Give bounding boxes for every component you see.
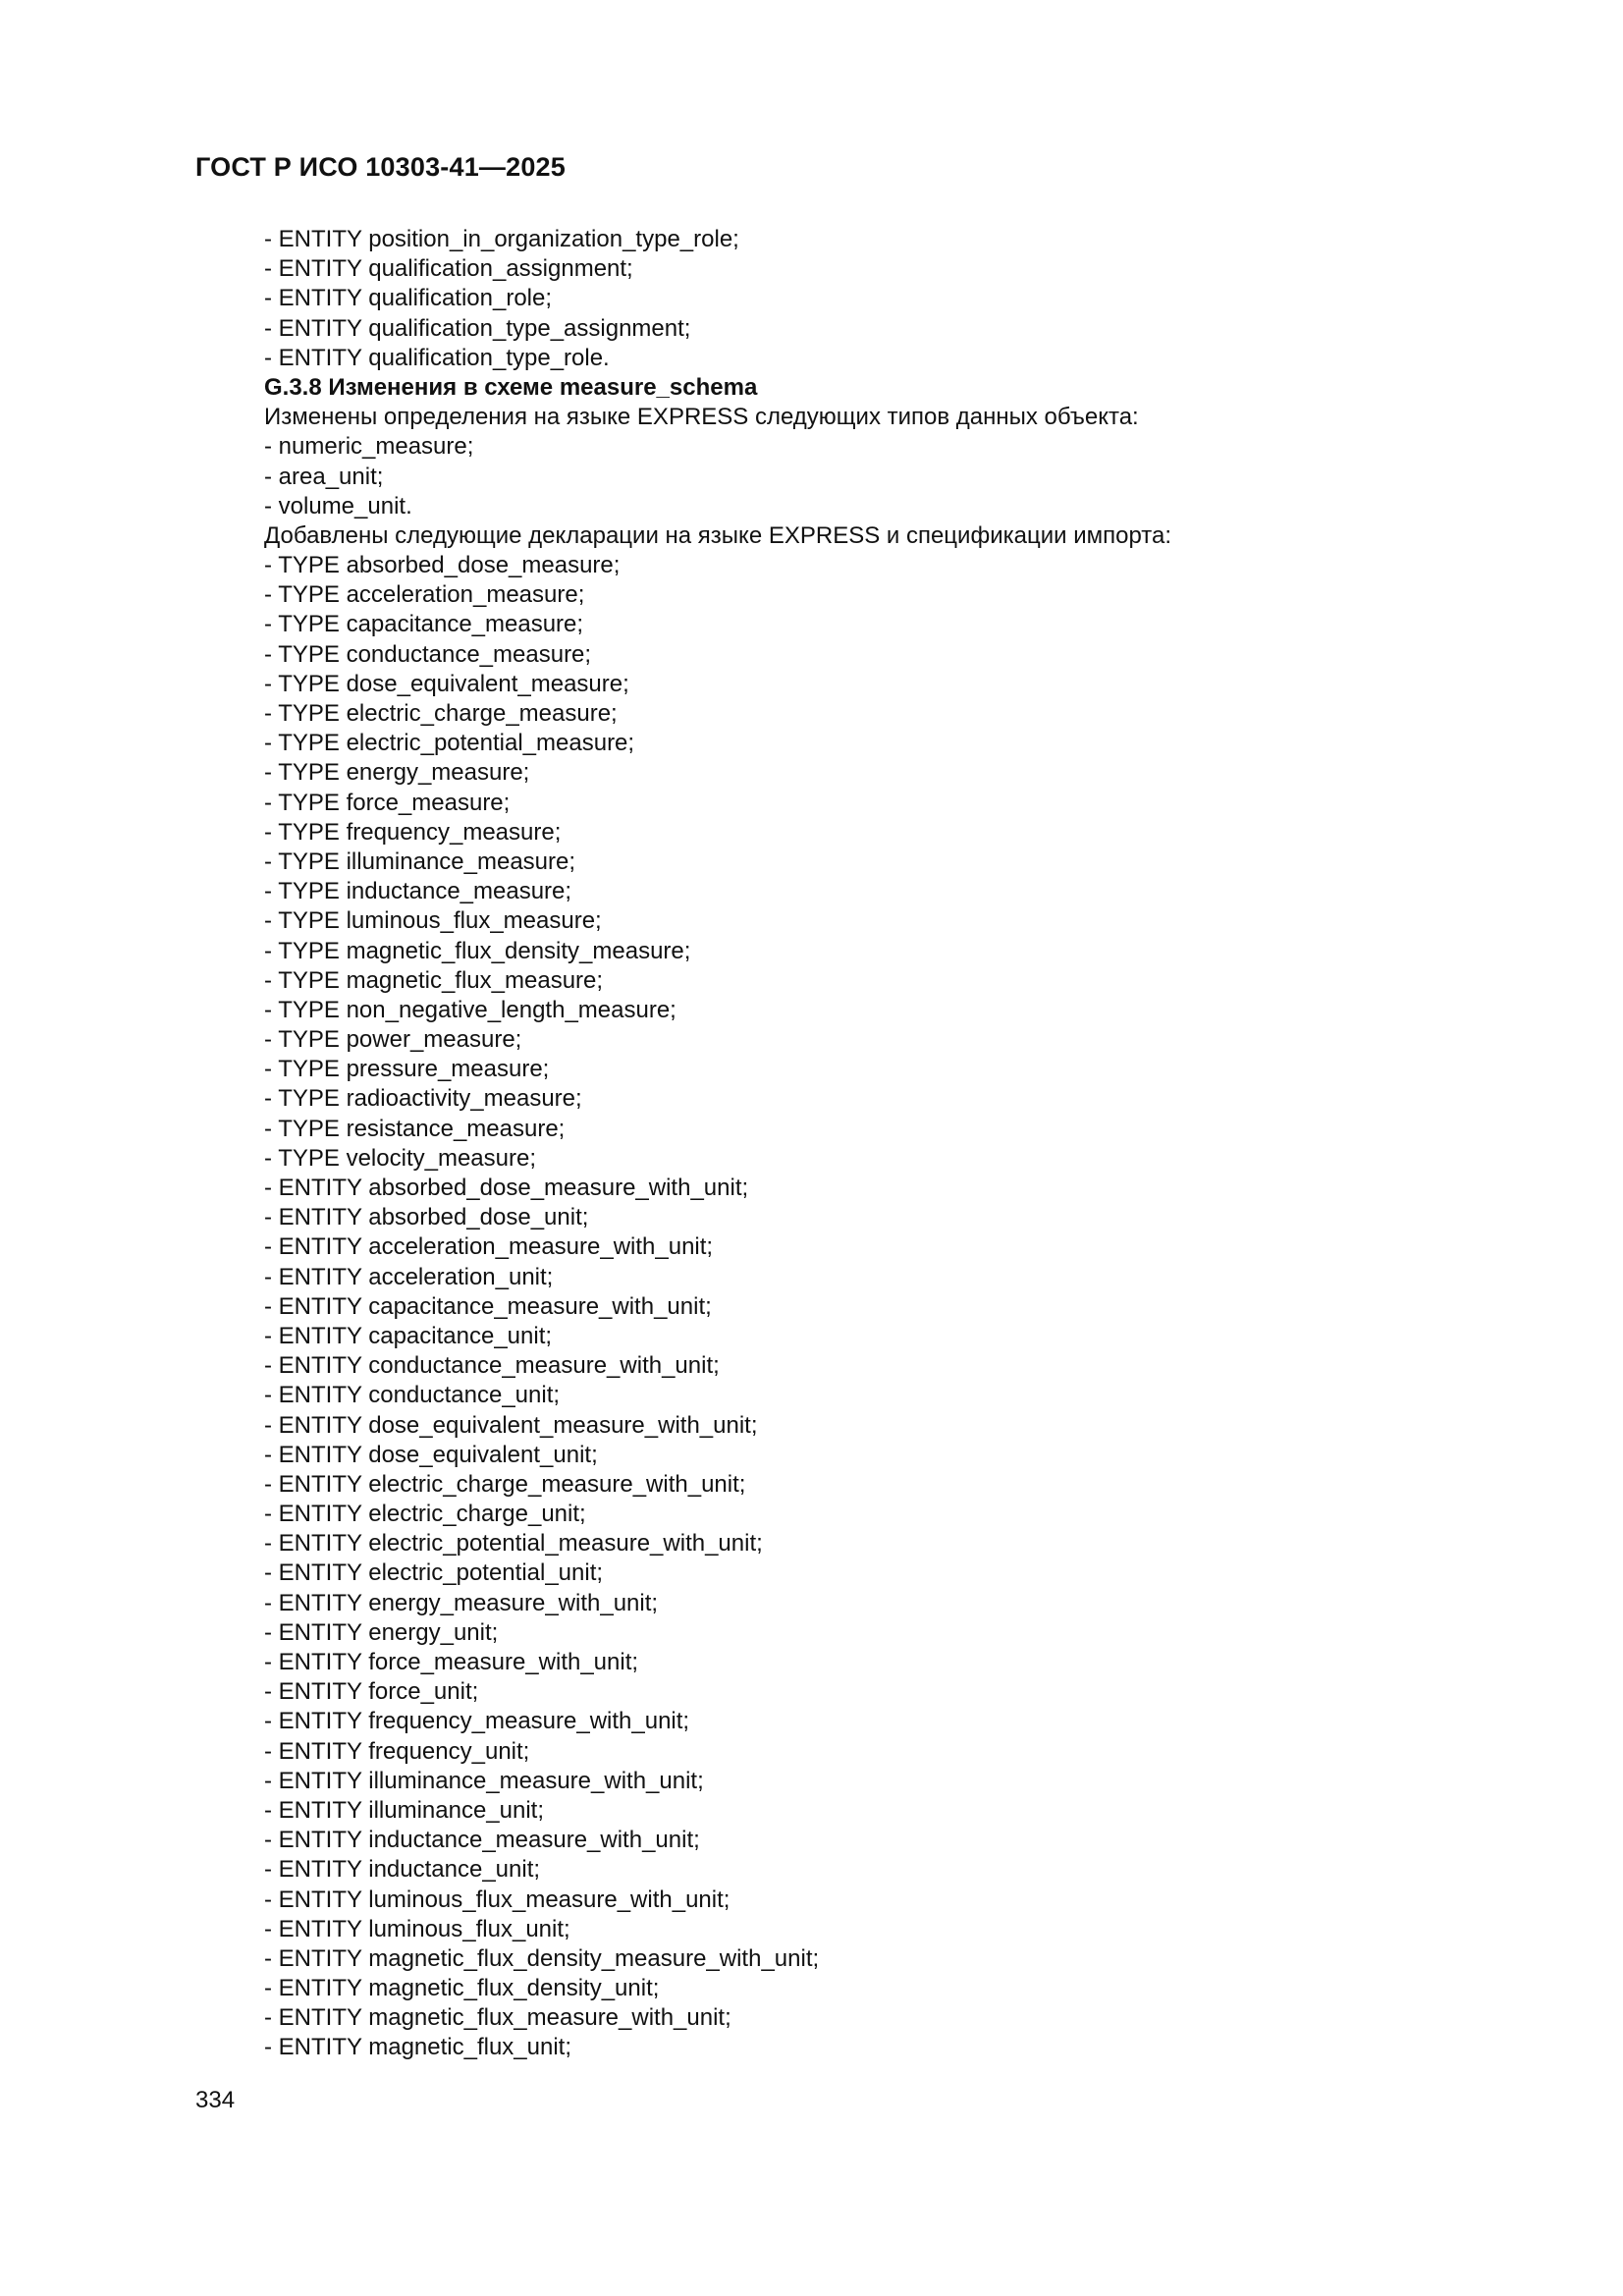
list-item: - ENTITY acceleration_measure_with_unit; <box>264 1233 714 1261</box>
list-item: - ENTITY qualification_type_role. <box>264 344 610 371</box>
list-item: - ENTITY conductance_measure_with_unit; <box>264 1352 720 1380</box>
list-item: - TYPE velocity_measure; <box>264 1144 536 1172</box>
list-item: - ENTITY magnetic_flux_density_unit; <box>264 1975 660 2002</box>
list-item: - ENTITY electric_charge_measure_with_unit; <box>264 1470 746 1498</box>
page-number: 334 <box>195 2087 236 2113</box>
list-item: - TYPE electric_charge_measure; <box>264 700 618 727</box>
list-item: - ENTITY absorbed_dose_measure_with_unit; <box>264 1175 749 1201</box>
list-item: - ENTITY frequency_unit; <box>264 1737 530 1765</box>
added-list <box>264 551 1560 2063</box>
list-item: - TYPE non_negative_length_measure; <box>264 996 676 1023</box>
added-intro-text: Добавлены следующие декларации на языке EXPRESS и спецификации импорта: <box>264 521 1172 549</box>
list-item: - ENTITY qualification_role; <box>264 285 553 312</box>
list-item: - ENTITY electric_charge_unit; <box>264 1501 586 1528</box>
list-item: - ENTITY luminous_flux_measure_with_unit; <box>264 1886 730 1913</box>
list-item: - ENTITY dose_equivalent_unit; <box>264 1441 598 1468</box>
list-item: - ENTITY acceleration_unit; <box>264 1263 554 1290</box>
list-item: - ENTITY inductance_measure_with_unit; <box>264 1827 700 1854</box>
list-item: - ENTITY illuminance_unit; <box>264 1796 544 1824</box>
list-item: - ENTITY qualification_assignment; <box>264 255 633 283</box>
list-item: - ENTITY magnetic_flux_measure_with_unit; <box>264 2004 731 2032</box>
list-item: - ENTITY magnetic_flux_density_measure_with_unit; <box>264 1944 820 1972</box>
list-item: - TYPE absorbed_dose_measure; <box>264 552 621 579</box>
list-item: - numeric_measure; <box>264 433 474 461</box>
list-item: - TYPE capacitance_measure; <box>264 611 584 638</box>
modified-intro-text: Изменены определения на языке EXPRESS следующих типов данных объекта: <box>264 404 1139 431</box>
list-item: - ENTITY energy_measure_with_unit; <box>264 1589 659 1616</box>
list-item: - TYPE pressure_measure; <box>264 1056 550 1083</box>
list-item: - TYPE dose_equivalent_measure; <box>264 670 629 697</box>
list-item: - TYPE acceleration_measure; <box>264 581 585 609</box>
modified-list <box>264 432 1560 521</box>
intro-list <box>264 225 1560 373</box>
list-item: - ENTITY capacitance_unit; <box>264 1322 553 1349</box>
list-item: - area_unit; <box>264 463 384 490</box>
list-item: - ENTITY capacitance_measure_with_unit; <box>264 1292 712 1320</box>
list-item: - TYPE illuminance_measure; <box>264 847 576 875</box>
list-item: - TYPE electric_potential_measure; <box>264 730 635 757</box>
list-item: - ENTITY position_in_organization_type_role; <box>264 226 739 252</box>
list-item: - TYPE frequency_measure; <box>264 818 562 846</box>
section-heading: G.3.8 Изменения в схеме measure_schema <box>264 373 758 401</box>
list-item: - ENTITY electric_potential_measure_with_unit; <box>264 1530 763 1558</box>
document-title: ГОСТ Р ИСО 10303-41—2025 <box>195 152 566 182</box>
list-item: - TYPE conductance_measure; <box>264 640 592 668</box>
list-item: - ENTITY force_unit; <box>264 1678 479 1706</box>
list-item: - ENTITY magnetic_flux_unit; <box>264 2034 572 2061</box>
list-item: - ENTITY electric_potential_unit; <box>264 1559 604 1587</box>
list-item: - ENTITY conductance_unit; <box>264 1382 561 1409</box>
list-item: - TYPE luminous_flux_measure; <box>264 907 602 935</box>
list-item: - volume_unit. <box>264 492 412 519</box>
list-item: - TYPE energy_measure; <box>264 759 530 787</box>
list-item: - ENTITY dose_equivalent_measure_with_unit; <box>264 1411 758 1439</box>
page-content <box>264 225 1560 2063</box>
list-item: - TYPE power_measure; <box>264 1026 522 1054</box>
list-item: - TYPE resistance_measure; <box>264 1115 566 1142</box>
list-item: - ENTITY energy_unit; <box>264 1618 499 1646</box>
list-item: - TYPE force_measure; <box>264 789 511 816</box>
list-item: - TYPE magnetic_flux_density_measure; <box>264 937 691 964</box>
list-item: - TYPE inductance_measure; <box>264 878 572 905</box>
list-item: - ENTITY luminous_flux_unit; <box>264 1915 570 1942</box>
list-item: - TYPE magnetic_flux_measure; <box>264 966 604 994</box>
list-item: - ENTITY force_measure_with_unit; <box>264 1649 639 1675</box>
list-item: - ENTITY qualification_type_assignment; <box>264 314 691 342</box>
list-item: - TYPE radioactivity_measure; <box>264 1085 582 1113</box>
list-item: - ENTITY absorbed_dose_unit; <box>264 1204 589 1231</box>
list-item: - ENTITY illuminance_measure_with_unit; <box>264 1767 704 1794</box>
list-item: - ENTITY frequency_measure_with_unit; <box>264 1708 690 1735</box>
list-item: - ENTITY inductance_unit; <box>264 1856 541 1884</box>
